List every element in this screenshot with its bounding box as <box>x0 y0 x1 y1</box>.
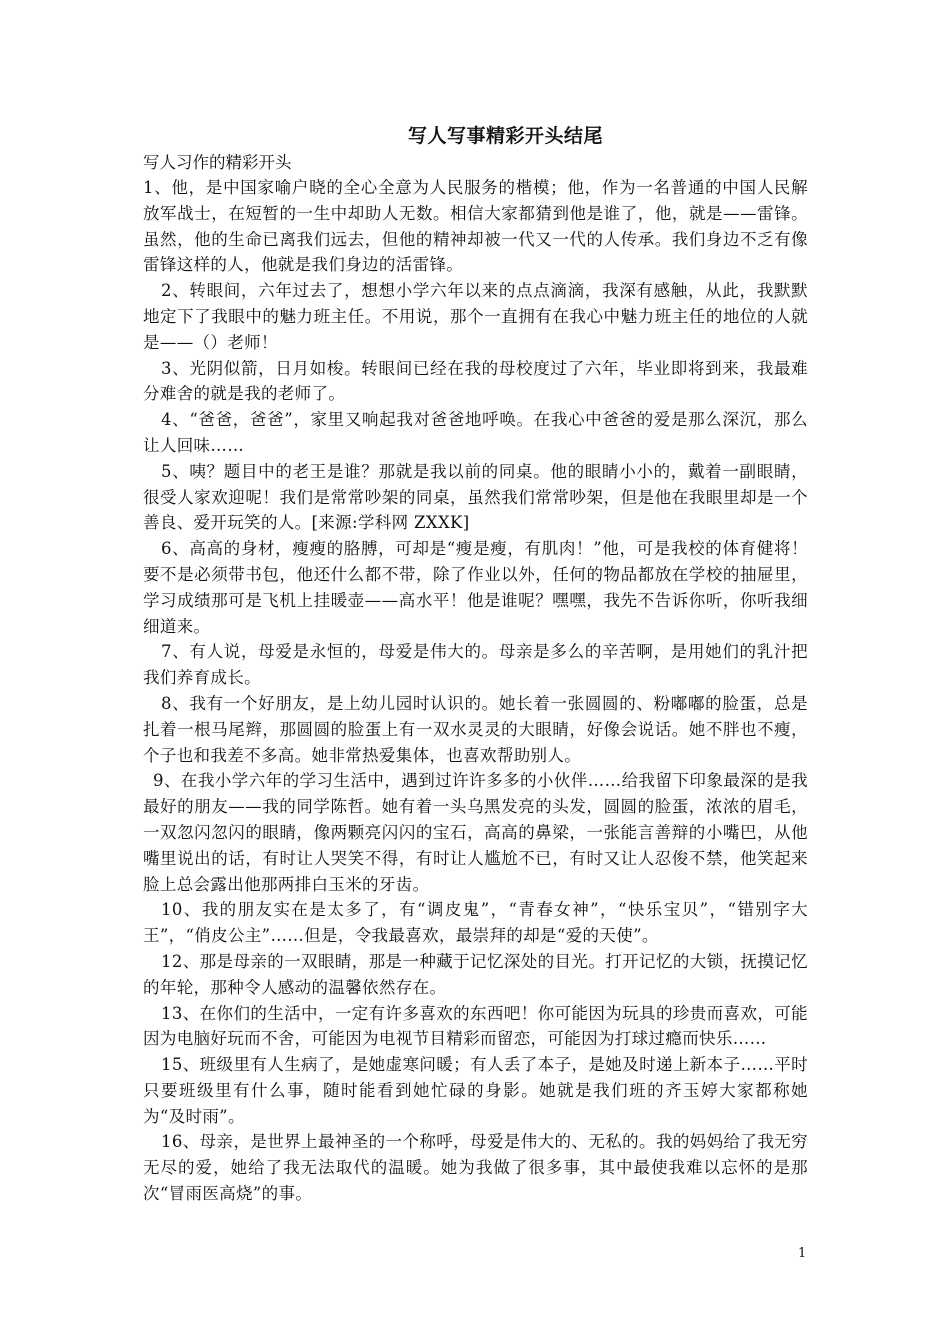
page-number: 1 <box>798 1246 807 1261</box>
paragraph-8: 8、我有一个好朋友，是上幼儿园时认识的。她长着一张圆圆的、粉嘟嘟的脸蛋，总是扎着一根马尾辫，那圆圆的脸蛋上有一双水灵灵的大眼睛，好像会说话。她不胖也不瘦，个子也和我差不多高。她非常热爱集体，也喜欢帮助别人。 <box>143 693 808 765</box>
paragraph-6: 6、高高的身材，瘦瘦的胳膊，可却是“瘦是瘦，有肌肉！”他，可是我校的体育健将！要不是必须带书包，他还什么都不带，除了作业以外，任何的物品都放在学校的抽屉里，学习成绩那可是飞机上挂暖壶——高水平！他是谁呢？嘿嘿，我先不告诉你听，你听我细细道来。 <box>143 539 808 636</box>
paragraph-15: 15、班级里有人生病了，是她虚寒问暖；有人丢了本子，是她及时递上新本子……平时只要班级里有什么事，随时能看到她忙碌的身影。她就是我们班的齐玉婷大家都称她为“及时雨”。 <box>143 1055 808 1126</box>
section-subtitle: 写人习作的精彩开头 <box>143 153 292 172</box>
paragraph-12: 12、那是母亲的一双眼睛，那是一种藏于记忆深处的目光。打开记忆的大锁，抚摸记忆的年轮，那种令人感动的温馨依然存在。 <box>143 951 808 997</box>
paragraph-7: 7、有人说，母爱是永恒的，母爱是伟大的。母亲是多么的辛苦啊，是用她们的乳汁把我们养育成长。 <box>143 642 808 688</box>
paragraph-4: 4、“爸爸，爸爸”，家里又响起我对爸爸地呼唤。在我心中爸爸的爱是那么深沉，那么让人回味…… <box>143 410 808 455</box>
paragraph-13: 13、在你们的生活中，一定有许多喜欢的东西吧！你可能因为玩具的珍贵而喜欢，可能因为电脑好玩而不舍，可能因为电视节目精彩而留恋，可能因为打球过瘾而快乐…… <box>143 1003 808 1049</box>
paragraph-2: 2、转眼间，六年过去了，想想小学六年以来的点点滴滴，我深有感触，从此，我默默地定下了我眼中的魅力班主任。不用说，那个一直拥有在我心中魅力班主任的地位的人就是——（）老师！ <box>143 281 808 352</box>
paragraph-1: 1、他，是中国家喻户晓的全心全意为人民服务的楷模；他，作为一名普通的中国人民解放军战士，在短暂的一生中却助人无数。相信大家都猜到他是谁了，他，就是——雷锋。虽然，他的生命已离我们远去，但他的精神却被一代又一代的人传承。我们身边不乏有像雷锋这样的人，他就是我们身边的活雷锋。 <box>143 178 808 275</box>
paragraph-3: 3、光阴似箭，日月如梭。转眼间已经在我的母校度过了六年，毕业即将到来，我最难分难舍的就是我的老师了。 <box>143 358 808 404</box>
paragraph-9: 9、在我小学六年的学习生活中，遇到过许许多多的小伙伴……给我留下印象最深的是我最好的朋友——我的同学陈哲。她有着一头乌黑发亮的头发，圆圆的脸蛋，浓浓的眉毛，一双忽闪忽闪的眼睛，像两颗亮闪闪的宝石，高高的鼻梁，一张能言善辩的小嘴巴，从他嘴里说出的话，有时让人哭笑不得，有时让人尴尬不已，有时又让人忍俊不禁，他笑起来脸上总会露出他那两排白玉米的牙齿。 <box>143 771 808 894</box>
paragraph-10: 10、我的朋友实在是太多了，有“调皮鬼”，“青春女神”，“快乐宝贝”，“错别字大王”，“俏皮公主”……但是，令我最喜欢，最崇拜的却是“爱的天使”。 <box>143 900 808 946</box>
paragraph-5: 5、咦？题目中的老王是谁？那就是我以前的同桌。他的眼睛小小的，戴着一副眼睛，很受人家欢迎呢！我们是常常吵架的同桌，虽然我们常常吵架，但是他在我眼里却是一个善良、爱开玩笑的人。[来源:学科网 ZXXK] <box>143 461 808 533</box>
document-body <box>143 121 808 1207</box>
document-title: 写人写事精彩开头结尾 <box>407 125 603 147</box>
paragraph-16: 16、母亲，是世界上最神圣的一个称呼，母爱是伟大的、无私的。我的妈妈给了我无穷无尽的爱，她给了我无法取代的温暖。她为我做了很多事，其中最使我难以忘怀的是那次“冒雨医高烧”的事。 <box>143 1132 808 1204</box>
